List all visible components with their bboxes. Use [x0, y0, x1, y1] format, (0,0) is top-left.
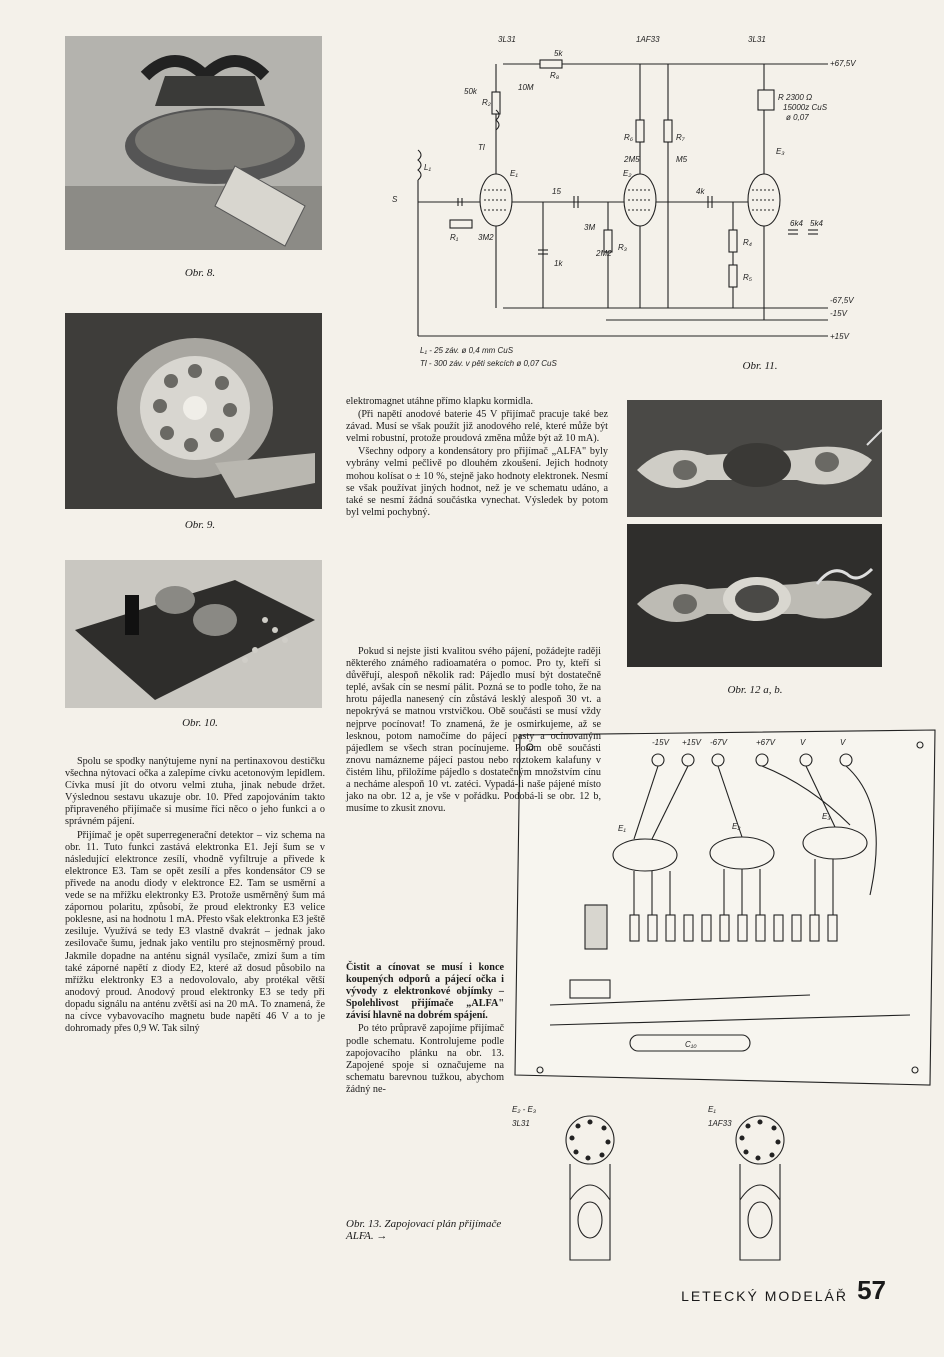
schematic-label-tube-left: 3L31 — [498, 35, 516, 44]
schematic-label-tube-right: 3L31 — [748, 35, 766, 44]
schematic-value-label: 3M — [584, 223, 596, 232]
schematic-value-label: 5k — [554, 49, 563, 58]
photo-solder-joint-b — [627, 524, 882, 667]
schematic-value-label: 2M5 — [624, 155, 640, 164]
photo-assembled-board — [65, 560, 322, 708]
schematic-value-label: 5k4 — [810, 219, 823, 228]
schematic-value-label: 2M2 — [596, 249, 612, 258]
text-column-2 — [346, 396, 608, 520]
paragraph: elektromagnet utáhne přímo klapku kormidla. — [346, 396, 534, 407]
schematic-minus-15: -15V — [830, 309, 847, 318]
photo-coil-socket-side — [65, 36, 322, 250]
schematic-value-label: 3M2 — [478, 233, 494, 242]
schematic-note-1: L₁ - 25 záv. ø 0,4 mm CuS — [420, 346, 514, 355]
schematic-e3: E₃ — [776, 147, 785, 156]
caption-fig12: Obr. 12 a, b. — [727, 684, 783, 696]
wiring-terminal-2: +15V — [682, 738, 701, 747]
caption-fig11: Obr. 11. — [742, 360, 778, 372]
schematic-minus-675: -67,5V — [830, 296, 854, 305]
schematic-r1: R₁ — [450, 233, 459, 242]
paragraph: Spolu se spodky nanýtujeme nyní na pertinaxovou destičku všechna nýtovací očka a zalepíme cívku acetonovým lepidlem. Cívka musí jít do otvoru velmi ztuha, jinak nebude držet. Výslednou sestavu ukazuje obr. 10. Před zapojováním takto připraveného přijímače si musíme říci něco o jeho funkci a o správném pájení. — [65, 756, 325, 828]
wiring-e2: E₂ — [732, 822, 741, 831]
schematic-value-label: 1k — [554, 259, 563, 268]
paragraph: Všechny odpory a kondensátory pro přijímač „ALFA" byly vybrány velmi pečlivě po dlouhém zkoušení. Jejich hodnoty mohou kolísat o ± 10 %, stejně jako hodnoty elektronek. Nesmí se však používat jiných hodnot, než je ve schematu udáno, a také se nesmí žádná součástka vynechat. Výsledek by potom byl velmi pochybný. — [346, 446, 608, 518]
journal-title: LETECKÝ MODELÁŘ — [681, 1288, 848, 1304]
bold-paragraph: Čistit a cínovat se musí i konce koupených odporů a pájecí očka i vývody z elektronkové objímky – Spolehlivost přijímače „ALFA" závisí hlavně na dobrém spájení. — [346, 962, 504, 1022]
pinout-right-type: 1AF33 — [708, 1119, 732, 1128]
schematic-value-label: 6k4 — [790, 219, 803, 228]
schematic-label-tube-mid: 1AF33 — [636, 35, 660, 44]
schematic-r8: R₈ — [550, 71, 560, 80]
schematic-r4: R₄ — [743, 238, 752, 247]
wiring-terminal-6: V — [840, 738, 846, 747]
schematic-relay: R 2300 Ω — [778, 93, 813, 102]
caption-fig9: Obr. 9. — [184, 519, 216, 531]
text-column-2-narrow — [346, 646, 601, 816]
schematic-diagram — [378, 30, 878, 380]
caption-fig13: Obr. 13. Zapojovací plán přijímače ALFA. → — [346, 1218, 502, 1242]
schematic-note-2: Tl - 300 záv. v pěti sekcích ø 0,07 CuS — [420, 359, 557, 368]
schematic-value-label: 10M — [518, 83, 534, 92]
paragraph: Po této průpravě zapojíme přijímač podle schematu. Kontrolujeme podle zapojovacího plánku na obr. 13. Zapojené spoje si označujeme na schematu barevnou tužkou, abychom žádný ne- — [346, 1023, 504, 1095]
wiring-terminal-5: V — [800, 738, 806, 747]
wiring-terminal-3: -67V — [710, 738, 727, 747]
wiring-e1: E₁ — [618, 824, 626, 833]
schematic-r3: R₃ — [618, 243, 627, 252]
pinout-left-type: 3L31 — [512, 1119, 530, 1128]
caption-fig10: Obr. 10. — [182, 717, 218, 729]
wiring-e3: E₃ — [822, 812, 831, 821]
text-column-1 — [65, 756, 325, 1036]
paragraph: Přijímač je opět superregenerační detektor – viz schema na obr. 11. Tuto funkci zastává elektronka E1. Její šum se v následující elektronce zesílí, vhodně vyfiltruje a přivede k elektronce E3. Tam se opět zesílí a přes kondensátor C9 se přivede na anodu diody v elektronce E2. Tam se usměrní a vede se na mřížku elektronky E3. Protože usměrněný šum má zápornou polaritu, způsobí, že proud elektronky E3 velice poklesne, asi na hodnotu 1 mA. Přesto však elektronka E3 ještě zesiluje. Využívá se tedy E3 vlastně dvakrát – jednak jako zesilovače šumu, jednak jako ventilu pro stejnosměrný proud. Jakmile dopadne na anténu signál vysílače, zmizí šum a tím také záporné napětí z diody E2, které až dosud působilo na mřížku elektronky E3 a nedovolovalo, aby protékal větší anodový proud. Anodový proud elektronky E3 se tedy při dopadu signálu na anténu zvětší asi na 20 mA. To znamená, že na cívce vybavovacího magnetu bude napětí 46 V a to je dohromady přes 0,9 W. Tak silný — [65, 829, 325, 1035]
schematic-value-label: 15 — [552, 187, 561, 196]
schematic-r5: R₅ — [743, 273, 752, 282]
wiring-terminal-4: +67V — [756, 738, 775, 747]
schematic-value-label: 50k — [464, 87, 477, 96]
photo-solder-joint-a — [627, 400, 882, 517]
pinout-right-label: E₁ — [708, 1105, 716, 1114]
text-column-2-bottom — [346, 962, 504, 1097]
paragraph: (Při napětí anodové baterie 45 V přijímač pracuje také bez závad. Musí se však použít již anodového relé, které může být velmi robustní, protože proudová změna může být až 10 mA). — [346, 409, 608, 445]
schematic-e2: E₂ — [623, 169, 632, 178]
schematic-relay-wire2: ø 0,07 — [786, 113, 809, 122]
schematic-l1: L₁ — [424, 163, 431, 172]
schematic-e1: E₁ — [510, 169, 518, 178]
schematic-s: S — [392, 195, 398, 204]
schematic-value-label: M5 — [676, 155, 688, 164]
wiring-c10: C₁₀ — [685, 1040, 697, 1049]
wiring-terminal-1: -15V — [652, 738, 669, 747]
schematic-tl: Tl — [478, 143, 485, 152]
schematic-plus-15: +15V — [830, 332, 849, 341]
caption-fig8: Obr. 8. — [184, 267, 216, 279]
schematic-r2: R₂ — [482, 98, 491, 107]
schematic-value-label: 4k — [696, 187, 705, 196]
pinout-left-label: E₂ - E₃ — [512, 1105, 537, 1114]
schematic-relay-wire: 15000z CuS — [783, 103, 828, 112]
schematic-r7: R₇ — [676, 133, 685, 142]
schematic-plus-675: +67,5V — [830, 59, 856, 68]
paragraph: Pokud si nejste jisti kvalitou svého pájení, požádejte raději některého známého radioamatéra o pomoc. Pro ty, kteří si důvěřují, alespoň několik rad: Pájedlo musí být dostatečně teplé, avšak cín se nesmí pálit. Pozná se to podle toho, že na hrotu pájedla nanesený cín zůstává lesklý alespoň 30 vt. a nepokrývá se matnou vrstvičkou. Obě součásti se musí vždy nejprve pocínovat! To znamená, že je osmirkujeme, až se lesknou, potom namočíme do pájecí pasty a ocínovaným pájedlem se všech stran pocínujeme. Potom obě součásti znovu namázneme pájecí pastou nebo roztokem kalafuny v čistém lihu, přiložíme pájedlo s dostatečným množstvím cínu a necháme alespoň 10 vt. zatéci. Vypadá-li naše pájené místo jako na obr. 12 a, je vše v pořádku. Podobá-li se obr. 12 b, musíme to zkusit znovu. — [346, 646, 601, 815]
schematic-r6: R₆ — [624, 133, 633, 142]
page-number: 57 — [857, 1275, 886, 1305]
socket-pinout-diagram — [510, 1100, 810, 1265]
photo-tube-socket — [65, 313, 322, 509]
